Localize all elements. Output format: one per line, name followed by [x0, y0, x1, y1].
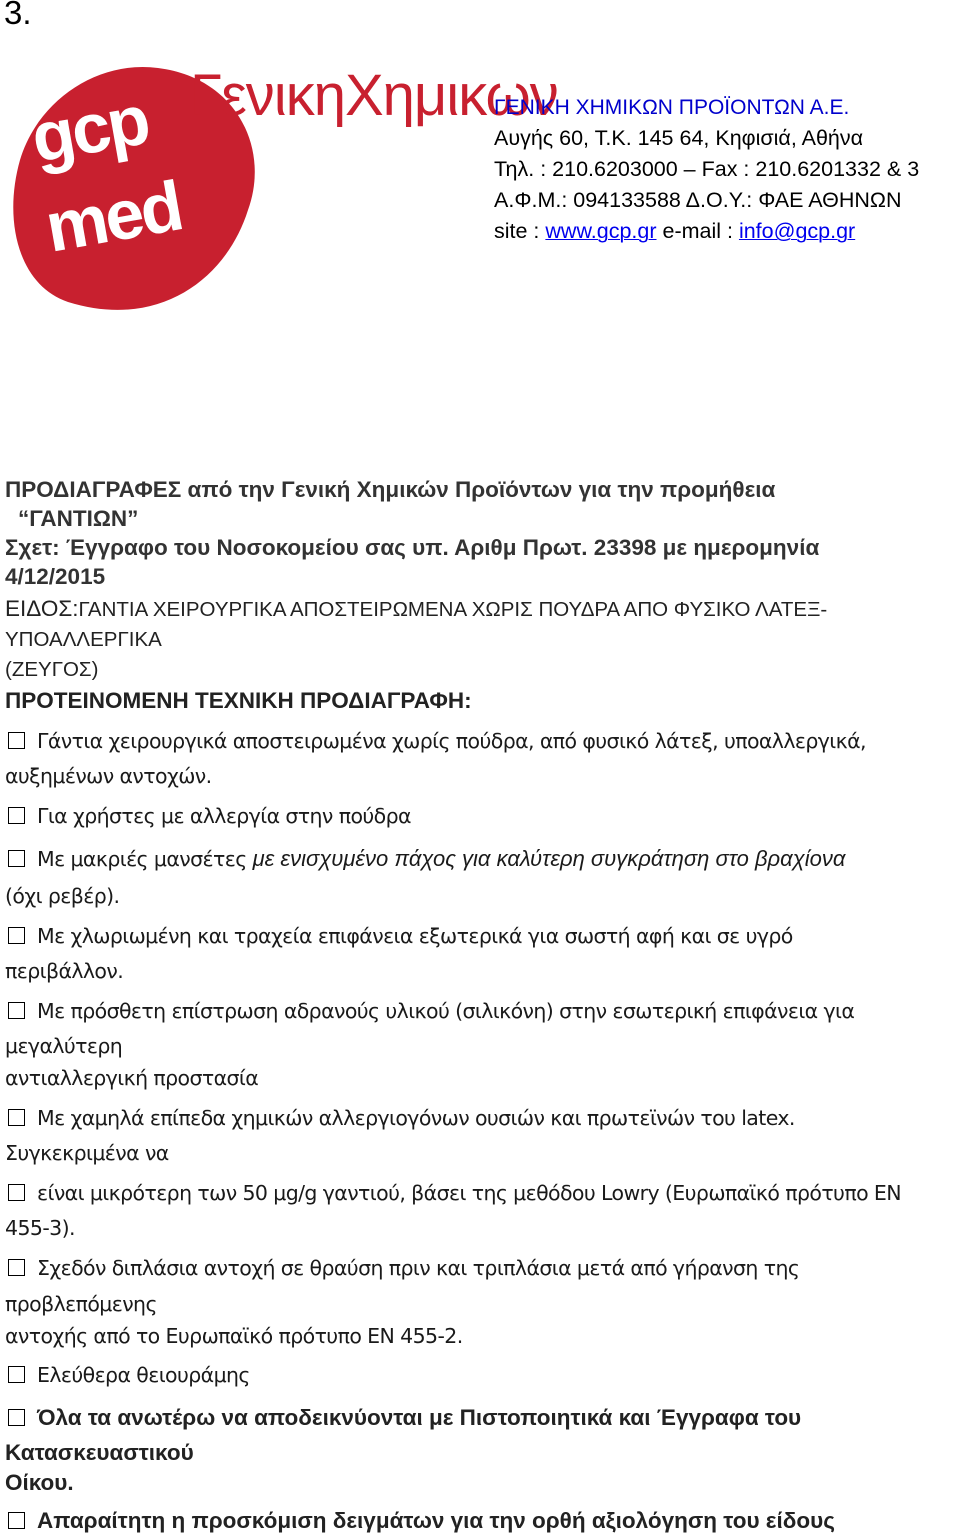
email-label: e-mail : — [656, 219, 739, 243]
checkbox-icon — [8, 1259, 25, 1276]
company-info — [494, 92, 919, 247]
spec-item-6-cont: Συγκεκριμένα να — [5, 1141, 169, 1165]
spec-item-10 — [5, 1405, 801, 1431]
spec-item-7-cont: 455-3). — [5, 1216, 75, 1240]
logo-gcp-text: gcp — [25, 80, 153, 178]
checkbox-icon — [8, 1409, 25, 1426]
spec-item-3-text: Με μακριές μανσέτες — [37, 847, 253, 871]
spec-item-3-italic: με ενισχυμένο πάχος για καλύτερη συγκράτηση στο βραχίονα — [252, 846, 846, 871]
item-type-line1 — [5, 596, 827, 622]
spec-item-2-text: Για χρήστες με αλλεργία στην πούδρα — [37, 804, 411, 828]
spec-item-10-text: Όλα τα ανωτέρω να αποδεικνύονται με Πιστοποιητικά και Έγγραφα του — [37, 1405, 802, 1430]
company-name: ΓΕΝΙΚΗ ΧΗΜΙΚΩΝ ΠΡΟΪΟΝΤΩΝ Α.Ε. — [494, 96, 850, 119]
spec-item-4 — [5, 924, 793, 948]
spec-item-7 — [5, 1181, 901, 1205]
spec-item-1 — [5, 729, 866, 753]
email-link[interactable]: info@gcp.gr — [738, 219, 856, 243]
spec-item-9 — [5, 1363, 250, 1387]
spec-item-10-cont1: Κατασκευαστικού — [5, 1440, 194, 1465]
company-address: Αυγής 60, Τ.Κ. 145 64, Κηφισιά, Αθήνα — [494, 126, 864, 150]
spec-item-7-text: είναι μικρότερη των 50 μg/g γαντιού, βάσει της μεθόδου Lowry (Ευρωπαϊκό πρότυπο EN — [37, 1181, 902, 1205]
logo-med-text: med — [39, 166, 187, 267]
logo-company-script: ΓενικηΧημικων — [190, 63, 558, 128]
checkbox-icon — [8, 1512, 25, 1529]
checkbox-icon — [8, 1366, 25, 1383]
spec-item-11 — [5, 1508, 835, 1534]
spec-item-5-cont2: αντιαλλεργική προστασία — [5, 1066, 259, 1090]
spec-item-3-cont: (όχι ρεβέρ). — [5, 884, 120, 908]
item-type-value: ΓΑΝΤΙΑ ΧΕΙΡΟΥΡΓΙΚΑ ΑΠΟΣΤΕΙΡΩΜΕΝΑ ΧΩΡΙΣ ΠΟΥΔΡΑ ΑΠΟ ΦΥΣΙΚΟ ΛΑΤΕΞ- — [78, 598, 828, 621]
spec-item-4-text: Με χλωριωμένη και τραχεία επιφάνεια εξωτερικά για σωστή αφή και σε υγρό — [37, 924, 793, 948]
reference-line: Σχετ: Έγγραφο του Νοσοκομείου σας υπ. Αριθμ Πρωτ. 23398 με ημερομηνία — [5, 535, 820, 560]
company-phone: Τηλ. : 210.6203000 – Fax : 210.6201332 & 3 — [494, 157, 920, 181]
item-type-line2: ΥΠΟΑΛΛΕΡΓΙΚΑ — [5, 628, 162, 651]
spec-item-8-text: Σχεδόν διπλάσια αντοχή σε θραύση πριν και τριπλάσια μετά από γήρανση της — [37, 1256, 800, 1280]
spec-item-8 — [5, 1256, 799, 1280]
spec-item-11-text: Απαραίτητη η προσκόμιση δειγμάτων για την ορθή αξιολόγηση του είδους — [37, 1508, 835, 1533]
checkbox-icon — [8, 927, 25, 944]
site-link[interactable]: www.gcp.gr — [545, 219, 657, 243]
spec-item-2 — [5, 804, 411, 828]
item-type-label: ΕΙΔΟΣ: — [5, 596, 79, 621]
reference-date: 4/12/2015 — [5, 564, 106, 589]
spec-heading-line1: ΠΡΟΔΙΑΓΡΑΦΕΣ από την Γενική Χημικών Προϊόντων για την προμήθεια — [5, 477, 776, 502]
checkbox-icon — [8, 1184, 25, 1201]
item-type-unit: (ΖΕΥΓΟΣ) — [5, 658, 99, 681]
spec-item-5-cont1: μεγαλύτερη — [5, 1034, 123, 1058]
spec-item-6-text: Με χαμηλά επίπεδα χημικών αλλεργιογόνων ουσιών και πρωτεϊνών του latex. — [37, 1106, 795, 1130]
checkbox-icon — [8, 1002, 25, 1019]
site-label: site : — [494, 219, 546, 243]
checkbox-icon — [8, 850, 25, 867]
spec-item-6 — [5, 1106, 795, 1130]
spec-item-1-text: Γάντια χειρουργικά αποστειρωμένα χωρίς πούδρα, από φυσικό λάτεξ, υποαλλεργικά, — [37, 729, 866, 753]
checkbox-icon — [8, 807, 25, 824]
spec-item-8-cont1: προβλεπόμενης — [5, 1292, 157, 1316]
checkbox-icon — [8, 1109, 25, 1126]
technical-spec-title: ΠΡΟΤΕΙΝΟΜΕΝΗ ΤΕΧΝΙΚΗ ΠΡΟΔΙΑΓΡΑΦΗ: — [5, 688, 472, 713]
spec-item-8-cont2: αντοχής από το Ευρωπαϊκό πρότυπο EN 455-2. — [5, 1324, 463, 1348]
company-web — [494, 216, 919, 247]
company-tax: Α.Φ.Μ.: 094133588 Δ.Ο.Υ.: ΦΑΕ ΑΘΗΝΩΝ — [494, 188, 902, 212]
spec-item-1-cont: αυξημένων αντοχών. — [5, 764, 212, 788]
spec-item-9-text: Ελεύθερα θειουράμης — [37, 1363, 250, 1387]
spec-item-4-cont: περιβάλλον. — [5, 959, 124, 983]
spec-item-3 — [5, 846, 845, 872]
page-number: 3. — [4, 0, 32, 31]
spec-item-5 — [5, 999, 854, 1023]
checkbox-icon — [8, 732, 25, 749]
spec-item-5-text: Με πρόσθετη επίστρωση αδρανούς υλικού (σιλικόνη) στην εσωτερική επιφάνεια για — [37, 999, 855, 1023]
spec-item-10-cont2: Οίκου. — [5, 1470, 74, 1495]
spec-heading-line2: “ΓΑΝΤΙΩΝ” — [18, 506, 139, 531]
